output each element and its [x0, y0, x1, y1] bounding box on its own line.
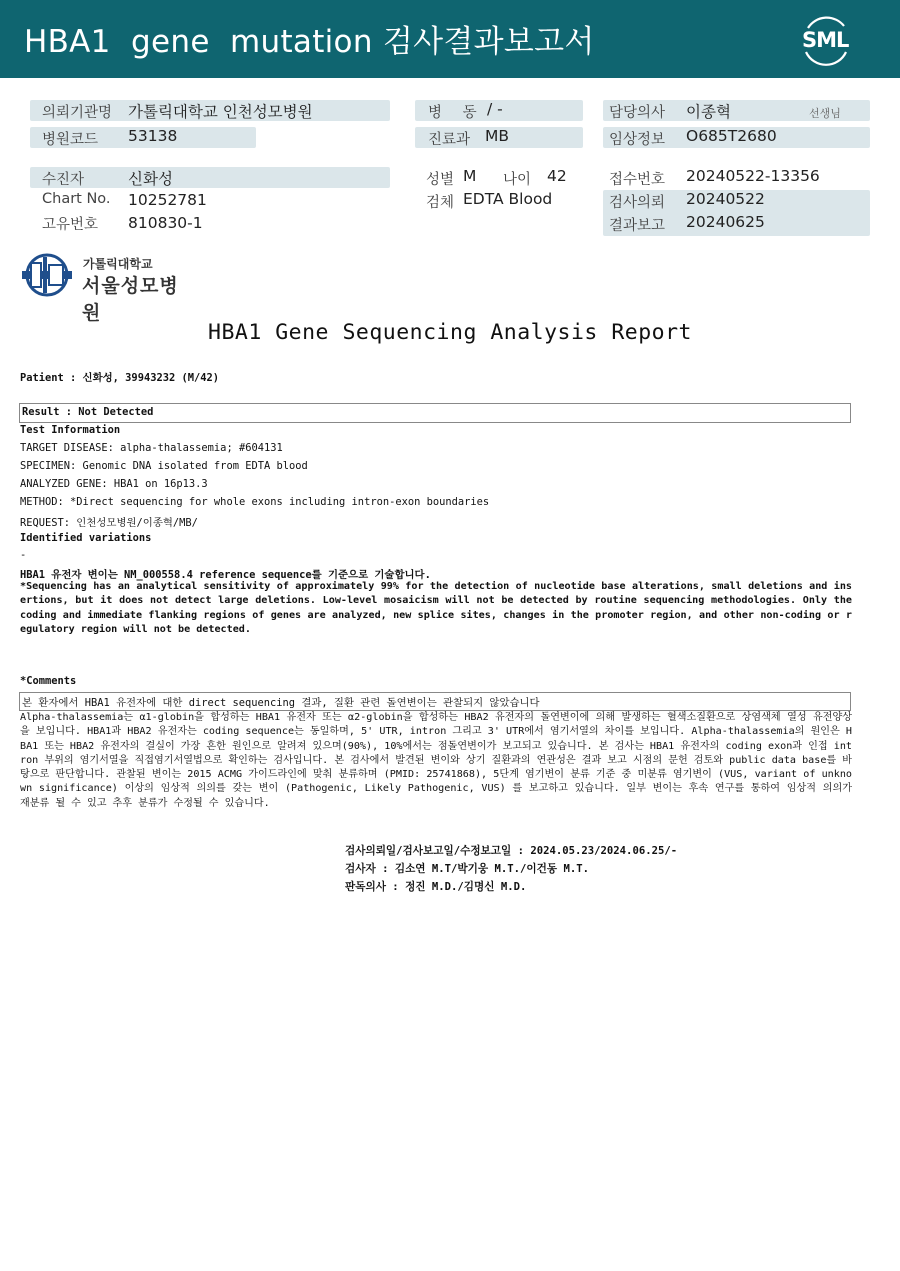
doctor-label: 담당의사 — [609, 105, 666, 121]
doctor-suffix: 선생님 — [809, 107, 841, 120]
department-value: MB — [485, 127, 510, 145]
analyzed-gene-line: ANALYZED GENE: HBA1 on 16p13.3 — [20, 478, 208, 490]
hospital-emblem-icon — [19, 253, 77, 297]
unique-label: 고유번호 — [42, 217, 99, 233]
report-title: HBA1 Gene Sequencing Analysis Report — [208, 320, 692, 345]
clinical-value: O685T2680 — [686, 127, 777, 145]
department-label: 진료과 — [428, 132, 471, 148]
report-label: 결과보고 — [609, 218, 666, 234]
target-disease-line: TARGET DISEASE: alpha-thalassemia; #604131 — [20, 442, 283, 454]
ward-value: / - — [487, 100, 503, 118]
comments-heading: *Comments — [20, 675, 77, 687]
request-label: 검사의뢰 — [609, 195, 666, 211]
identified-heading: Identified variations — [20, 532, 152, 544]
unique-value: 810830-1 — [128, 214, 203, 232]
chart-label: Chart No. — [42, 191, 111, 207]
report-value: 20240625 — [686, 213, 765, 231]
examiner-line: 검사자 : 김소연 M.T/박기웅 M.T./이건동 M.T. — [345, 863, 589, 875]
sml-logo — [796, 12, 856, 68]
patient-line: Patient : 신화성, 39943232 (M/42) — [20, 372, 220, 384]
specimen-value: EDTA Blood — [463, 190, 553, 208]
identified-value: - — [20, 549, 27, 561]
reader-line: 판독의사 : 정진 M.D./김명신 M.D. — [345, 881, 527, 893]
hospital-code-label: 병원코드 — [42, 132, 99, 148]
chart-value: 10252781 — [128, 191, 207, 209]
clinical-label: 임상정보 — [609, 132, 666, 148]
hospital-name-line1: 가톨릭대학교 — [83, 257, 153, 271]
hospital-name-line2: 서울성모병원 — [82, 275, 179, 324]
specimen-line: SPECIMEN: Genomic DNA isolated from EDTA blood — [20, 460, 308, 472]
sensitivity-note: *Sequencing has an analytical sensitivity of approximately 99% for the detection of nucleotide base alterations, small deletions and insertions, but it does not detect large deletions. Low-level mosaicism will not be detected by routine sequencing methodologies. Only the coding and immediate flanking regions of genes are analyzed, new splice sites, changes in the promoter region, and other non-coding or regulatory region will not be detected. — [20, 581, 852, 635]
hospital-code-value: 53138 — [128, 127, 178, 145]
specimen-label: 검체 — [426, 195, 455, 211]
patient-value: 신화성 — [128, 170, 173, 188]
institution-label: 의뢰기관명 — [42, 105, 113, 121]
report-header — [0, 0, 900, 78]
test-info-heading: Test Information — [20, 424, 121, 436]
doctor-value: 이종혁 — [686, 103, 731, 121]
request-value: 20240522 — [686, 190, 765, 208]
request-line: REQUEST: 인천성모병원/이종혁/MB/ — [20, 517, 198, 529]
age-label: 나이 — [503, 172, 532, 188]
sml-logo-text: SML — [802, 28, 849, 52]
ward-label: 병 동 — [428, 105, 485, 121]
patient-label: 수진자 — [42, 172, 85, 188]
report-header-title: HBA1 gene mutation 검사결과보고서 — [24, 24, 595, 60]
sex-value: M — [463, 167, 477, 185]
result-line: Result : Not Detected — [22, 406, 154, 418]
comment-box-text: 본 환자에서 HBA1 유전자에 대한 direct sequencing 결과, 질환 관련 돌연변이는 관찰되지 않았습니다 — [22, 697, 540, 709]
age-value: 42 — [547, 167, 567, 185]
receipt-label: 접수번호 — [609, 172, 666, 188]
institution-value: 가톨릭대학교 인천성모병원 — [128, 103, 313, 121]
dates-line: 검사의뢰일/검사보고일/수정보고일 : 2024.05.23/2024.06.25/- — [345, 845, 678, 857]
method-line: METHOD: *Direct sequencing for whole exons including intron-exon boundaries — [20, 496, 490, 508]
sex-label: 성별 — [426, 172, 455, 188]
hospital-logo — [19, 253, 191, 324]
reference-note: HBA1 유전자 변이는 NM_000558.4 reference sequence를 기준으로 기술합니다. — [20, 569, 431, 581]
comment-text: Alpha-thalassemia는 α1-globin을 합성하는 HBA1 유전자 또는 α2-globin을 합성하는 HBA2 유전자의 돌연변이에 의해 발생하는 혈색소질환으로 상염색체 열성 유전양상을 보입니다. HBA1과 HBA2 유전자는 coding sequence는 동일하며, 5' UTR, intron 그리고 3' UTR에서 염기서열의 차이를 보입니다. Alpha-thalassemia의 원인은 HBA1 또는 HBA2 유전자의 결실이 가장 흔한 원인으로 알려져 있으며(90%), 10%에서는 점돌연변이가 보고되고 있습니다. 본 검사는 HBA1 유전자의 coding exon과 인접 intron 부위의 염기서열을 직접염기서열법으로 확인하는 검사입니다. 본 검사에서 발견된 변이와 상기 질환과의 연관성은 결과 보고 시점의 문헌 검토와 public data base를 바탕으로 판단합니다. 관찰된 변이는 2015 ACMG 가이드라인에 맞춰 분류하며 (PMID: 25741868), 5단계 염기변이 분류 기준 중 미분류 염기변이 (VUS, variant of unknown significance) 이상의 임상적 의의를 갖는 변이 (Pathogenic, Likely Pathogenic, VUS) 를 보고하고 있습니다. 일부 변이는 후속 연구를 통하여 임상적 의의가 재분류 될 수 있고 추후 분류가 수정될 수 있습니다. — [20, 712, 852, 809]
receipt-value: 20240522-13356 — [686, 167, 820, 185]
